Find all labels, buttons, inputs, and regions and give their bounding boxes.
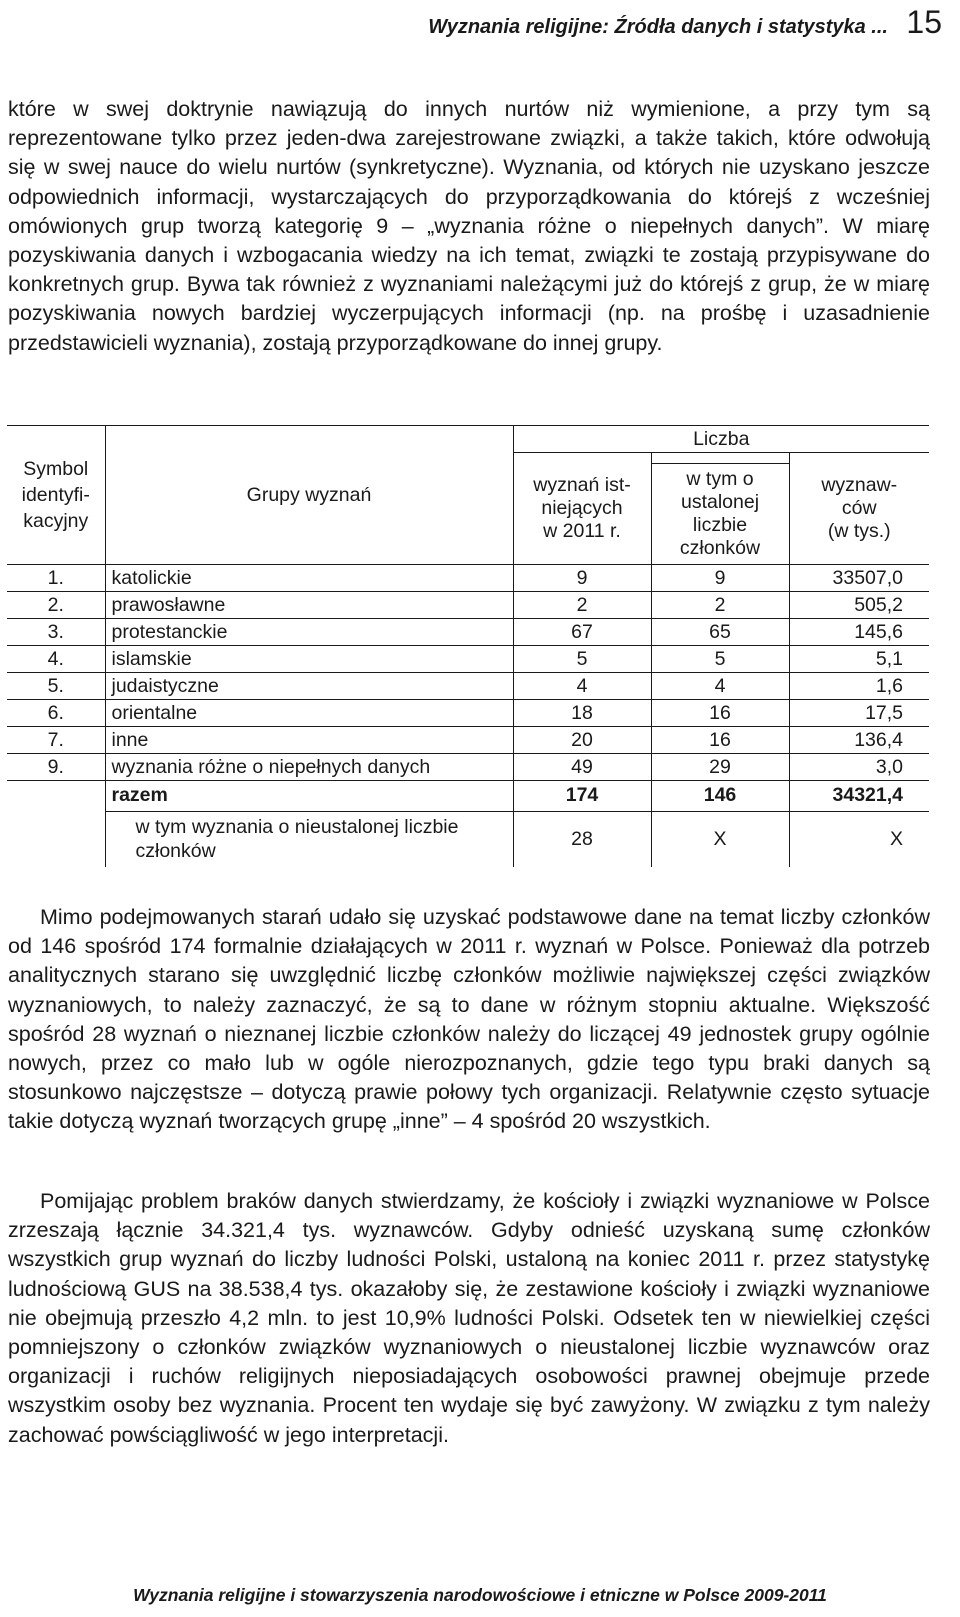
cell-symbol-empty [7, 811, 105, 867]
cell-followers: 1,6 [789, 673, 929, 700]
header-established: w tym o ustalonej liczbie członków [651, 464, 789, 565]
header-symbol: Symbol identyfi- kacyjny [7, 426, 105, 565]
subtotal-followers: X [789, 811, 929, 867]
cell-symbol: 1. [7, 565, 105, 592]
cell-symbol: 5. [7, 673, 105, 700]
cell-followers: 145,6 [789, 619, 929, 646]
cell-group: orientalne [105, 700, 513, 727]
cell-group: judaistyczne [105, 673, 513, 700]
total-followers: 34321,4 [789, 781, 929, 812]
cell-symbol: 9. [7, 754, 105, 781]
paragraph-intro: które w swej doktrynie nawiązują do innych nurtów niż wymienione, a przy tym są reprezentowane tylko przez jeden-dwa zarejestrowane związki, a także takich, które odwołują się w swej nauce do wielu nurtów (synkretyczne). Wyznania, od których nie uzyskano jeszcze odpowiednich informacji, wystarczających do przyporządkowania do którejś z wcześniej omówionych grup tworzą kategorię 9 – „wyznania różne o niepełnych danych”. W miarę pozyskiwania danych i wzbogacania wiedzy na ich temat, związki te zostają przypisywane do konkretnych grup. Bywa tak również z wyznaniami należącymi już do którejś z grup, że w miarę pozyskiwania nowych bardziej wyczerpujących informacji (np. na prośbę i uzasadnienie przedstawicieli wyznania), zostają przyporządkowane do innej grupy. [8, 97, 930, 355]
denominations-table [7, 425, 929, 867]
total-existing: 174 [513, 781, 651, 812]
cell-followers: 17,5 [789, 700, 929, 727]
cell-group: islamskie [105, 646, 513, 673]
subtotal-label: w tym wyznania o nieustalonej liczbie członków [135, 816, 459, 863]
cell-existing: 67 [513, 619, 651, 646]
table-row [7, 646, 929, 673]
cell-existing: 9 [513, 565, 651, 592]
cell-followers: 33507,0 [789, 565, 929, 592]
cell-existing: 18 [513, 700, 651, 727]
running-footer: Wyznania religijne i stowarzyszenia narodowościowe i etniczne w Polsce 2009-2011 [133, 1585, 827, 1605]
header-existing: wyznań ist- niejących w 2011 r. [513, 453, 651, 565]
subtotal-established: X [651, 811, 789, 867]
table-row [7, 673, 929, 700]
subtotal-existing: 28 [513, 811, 651, 867]
cell-established: 4 [651, 673, 789, 700]
cell-followers: 3,0 [789, 754, 929, 781]
cell-symbol: 2. [7, 592, 105, 619]
paragraph-member-data: Mimo podejmowanych starań udało się uzyskać podstawowe dane na temat liczby członków od 146 spośród 174 formalnie działających w 2011 r. wyznań w Polsce. Ponieważ dla potrzeb analitycznych starano się uwzględnić liczbę członków możliwie największej części związków wyznaniowych, to należy zaznaczyć, że są to dane w różnym stopniu aktualne. Większość spośród 28 wyznań o nieznanej liczbie członków należy do liczącej 49 jednostek grupy ogólnie nowych, przez co mało lub w ogóle nierozpoznanych, gdzie tego typu braki danych są stosunkowo najczęstsze – dotyczą prawie połowy tych organizacji. Relatywnie często sytuacje takie dotyczą wyznań tworzących grupę „inne” – 4 spośród 20 wszystkich. [8, 905, 930, 1134]
cell-followers: 136,4 [789, 727, 929, 754]
total-established: 146 [651, 781, 789, 812]
cell-existing: 5 [513, 646, 651, 673]
table-row [7, 565, 929, 592]
cell-established: 9 [651, 565, 789, 592]
cell-group: prawosławne [105, 592, 513, 619]
table-row [7, 592, 929, 619]
cell-established: 5 [651, 646, 789, 673]
cell-group: inne [105, 727, 513, 754]
cell-existing: 2 [513, 592, 651, 619]
cell-symbol: 4. [7, 646, 105, 673]
table-row [7, 727, 929, 754]
header-liczba: Liczba [513, 426, 929, 453]
header-title: Wyznania religijne: Źródła danych i statystyka ... [428, 16, 888, 38]
cell-symbol: 3. [7, 619, 105, 646]
table-row [7, 754, 929, 781]
paragraph-population-share: Pomijając problem braków danych stwierdzamy, że kościoły i związki wyznaniowe w Polsce zrzeszają łącznie 34.321,4 tys. wyznawców. Gdyby odnieść uzyskaną sumę członków wszystkich grup wyznań do liczby ludności Polski, ustaloną na koniec 2011 r. przez statystykę ludnościową GUS na 38.538,4 tys. okazałoby się, że zestawione kościoły i związki wyznaniowe nie obejmują przeszło 4,2 mln. to jest 10,9% ludności Polski. Odsetek ten w niewielkiej części pomniejszony o członków związków wyznaniowych o nieustalonej liczbie wyznawców oraz organizacji i ruchów religijnych nieposiadających osobowości prawnej obejmuje przede wszystkim osoby bez wyznania. Procent ten wydaje się być zawyżony. W związku z tym należy zachować powściągliwość w jego interpretacji. [8, 1189, 930, 1447]
table-row [7, 700, 929, 727]
cell-established: 2 [651, 592, 789, 619]
cell-symbol: 6. [7, 700, 105, 727]
cell-group: katolickie [105, 565, 513, 592]
running-header [0, 4, 942, 41]
cell-existing: 20 [513, 727, 651, 754]
cell-established: 29 [651, 754, 789, 781]
cell-followers: 5,1 [789, 646, 929, 673]
cell-existing: 4 [513, 673, 651, 700]
subtotal-row [7, 811, 929, 867]
total-row [7, 781, 929, 812]
header-followers: wyznaw- ców (w tys.) [789, 453, 929, 565]
cell-established: 16 [651, 700, 789, 727]
page-number: 15 [906, 4, 942, 40]
total-label: razem [105, 781, 513, 812]
cell-followers: 505,2 [789, 592, 929, 619]
cell-existing: 49 [513, 754, 651, 781]
header-established-top [651, 453, 789, 464]
header-group: Grupy wyznań [105, 426, 513, 565]
cell-symbol-empty [7, 781, 105, 812]
cell-established: 65 [651, 619, 789, 646]
cell-group: wyznania różne o niepełnych danych [105, 754, 513, 781]
cell-group: protestanckie [105, 619, 513, 646]
cell-symbol: 7. [7, 727, 105, 754]
table-row [7, 619, 929, 646]
cell-established: 16 [651, 727, 789, 754]
